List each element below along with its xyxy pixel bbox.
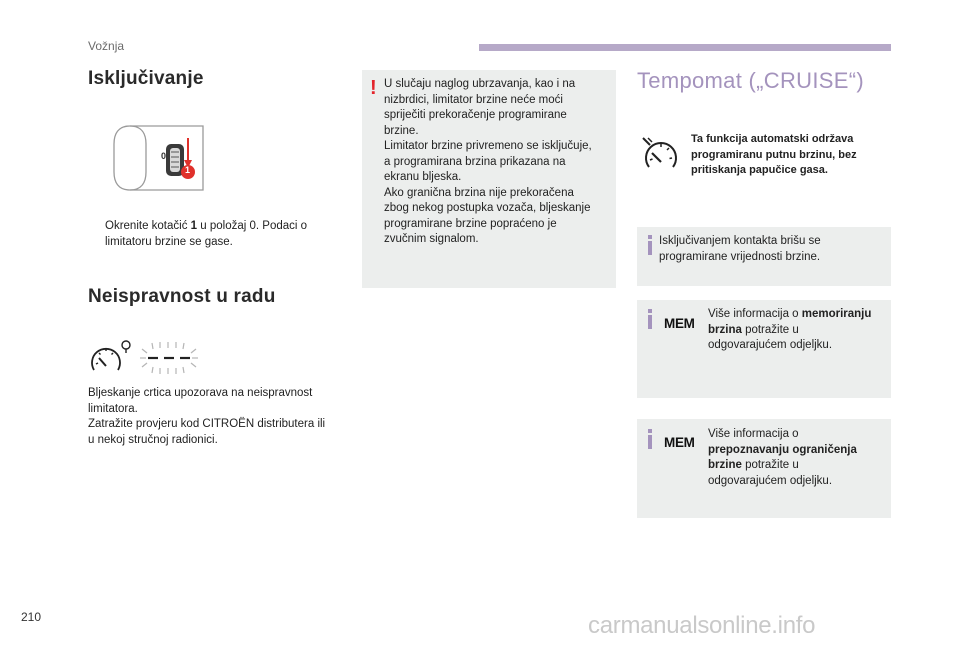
speedometer-cruise-icon bbox=[641, 135, 681, 171]
info-box-speed-limit-recognition bbox=[637, 419, 891, 518]
tempomat-title: Tempomat („CRUISE“) bbox=[637, 68, 864, 93]
warning-box bbox=[362, 70, 616, 288]
dashes-flashing-icon bbox=[138, 340, 200, 376]
info-text-ignition: Isključivanjem kontakta brišu se programirane vrijednosti brzine. bbox=[659, 235, 821, 263]
wheel-zero-label: 0 bbox=[161, 151, 167, 161]
malfunction-text: Bljeskanje crtica upozorava na neispravnost limitatora. Zatražite provjeru kod CITROËN distributera ili u nekoj stručnoj radionici. bbox=[88, 387, 326, 446]
info-text-memory: Više informacija o memoriranju brzina potražite u odgovarajućem odjeljku. bbox=[708, 308, 872, 351]
callout-number: 1 bbox=[185, 165, 191, 175]
warning-text: U slučaju naglog ubrzavanja, kao i na nizbrdici, limitator brzine neće moći spriječiti prekoračenje programirane brzine. Limitator brzine privremeno se isključuje, a programirana brzina prikazana na ekranu bljeska. Ako granična brzina nije prekoračena zbog nekog postupka vozača, bljeskanje programirane brzine popraćeno je zvučnim signalom. bbox=[384, 78, 592, 245]
speedometer-fault-icon bbox=[88, 340, 132, 376]
warning-icon: ! bbox=[370, 77, 377, 99]
title-malfunction: Neispravnost u radu bbox=[88, 286, 276, 307]
section-header: Vožnja bbox=[88, 39, 125, 53]
mem-icon: MEM bbox=[664, 316, 695, 331]
page-number: 210 bbox=[21, 610, 42, 624]
cruise-description: Ta funkcija automatski održava programiranu putnu brzinu, bez pritiskanja papučice gasa. bbox=[691, 133, 857, 176]
info-box-memory bbox=[637, 300, 891, 398]
header-bar bbox=[479, 44, 891, 51]
info-text-speed-limit: Više informacija o prepoznavanju ograničenja brzine potražite u odgovarajućem odjeljku. bbox=[708, 428, 857, 487]
title-switch-off: Isključivanje bbox=[88, 68, 204, 89]
steering-stalk-icon bbox=[108, 122, 208, 194]
watermark: carmanualsonline.info bbox=[588, 612, 816, 639]
mem-icon: MEM bbox=[664, 435, 695, 450]
info-box-ignition bbox=[637, 227, 891, 286]
